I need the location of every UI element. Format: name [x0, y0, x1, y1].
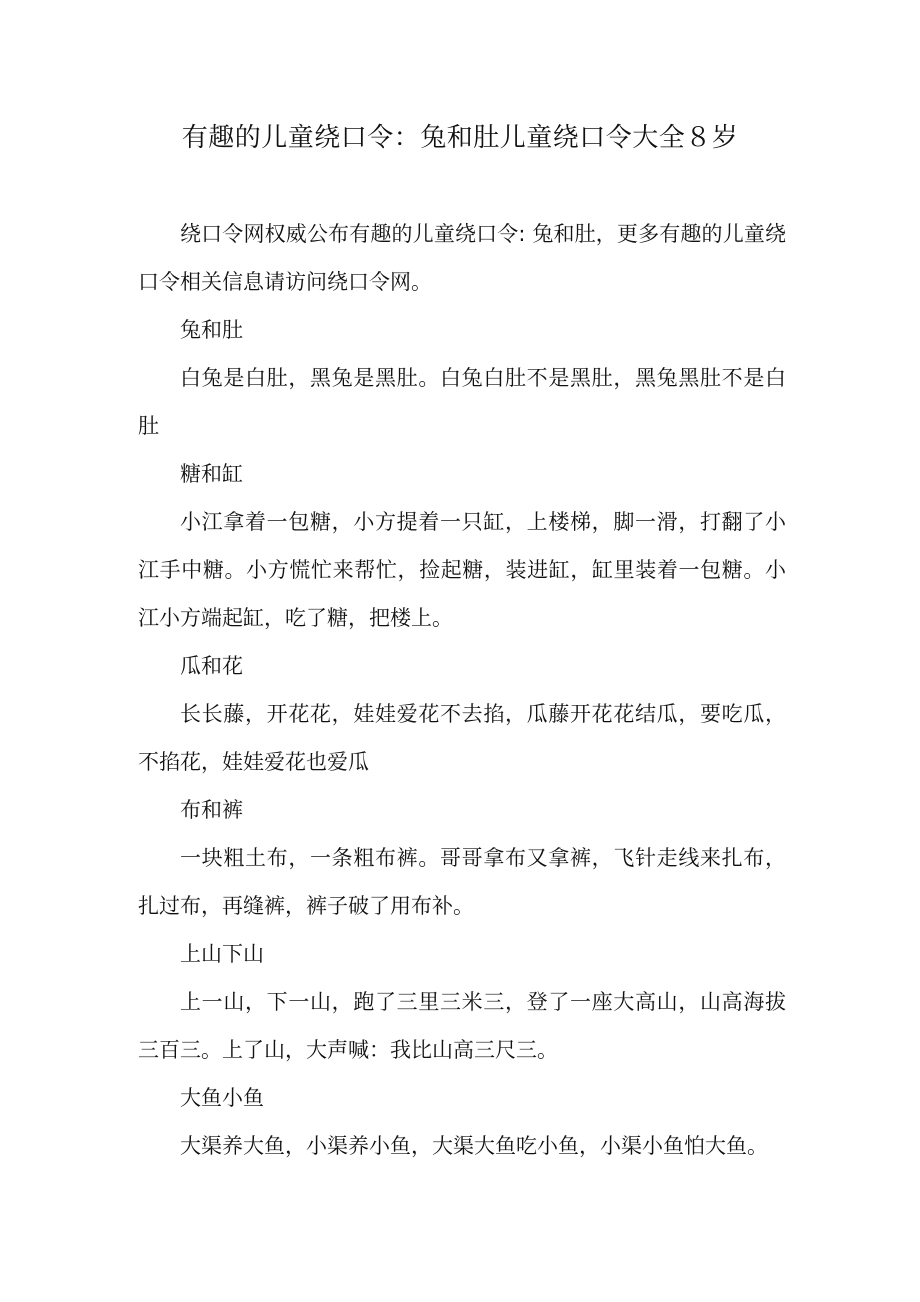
section-text-da-yu-xiao-yu: 大渠养大鱼，小渠养小鱼，大渠大鱼吃小鱼，小渠小鱼怕大鱼。	[180, 1134, 768, 1158]
intro-paragraph: 绕口令网权威公布有趣的儿童绕口令: 兔和肚，更多有趣的儿童绕口令相关信息请访问绕口令网。	[138, 222, 786, 294]
document-body	[138, 210, 786, 1170]
section-text-tu-he-du: 白兔是白肚，黑兔是黑肚。白兔白肚不是黑肚，黑兔黑肚不是白肚	[138, 366, 786, 438]
section-heading-bu-he-ku: 布和裤	[180, 798, 243, 822]
page-title: 有趣的儿童绕口令：兔和肚儿童绕口令大全８岁	[181, 123, 739, 153]
section-heading-gua-he-hua: 瓜和花	[180, 654, 243, 678]
section-heading-da-yu-xiao-yu: 大鱼小鱼	[180, 1086, 264, 1110]
section-text-shang-shan-xia-shan: 上一山，下一山，跑了三里三米三，登了一座大高山，山高海拔三百三。上了山，大声喊：我比山高三尺三。	[138, 990, 786, 1062]
section-text-gua-he-hua: 长长藤，开花花，娃娃爱花不去掐，瓜藤开花花结瓜，要吃瓜，不掐花，娃娃爱花也爱瓜	[138, 702, 786, 774]
section-heading-shang-shan-xia-shan: 上山下山	[180, 942, 264, 966]
section-text-bu-he-ku: 一块粗土布，一条粗布裤。哥哥拿布又拿裤，飞针走线来扎布，扎过布，再缝裤，裤子破了用布补。	[138, 846, 786, 918]
section-heading-tu-he-du: 兔和肚	[180, 318, 243, 342]
section-heading-tang-he-gang: 糖和缸	[180, 462, 243, 486]
section-text-tang-he-gang: 小江拿着一包糖，小方提着一只缸，上楼梯，脚一滑，打翻了小江手中糖。小方慌忙来帮忙，捡起糖，装进缸，缸里装着一包糖。小江小方端起缸，吃了糖，把楼上。	[138, 510, 786, 630]
